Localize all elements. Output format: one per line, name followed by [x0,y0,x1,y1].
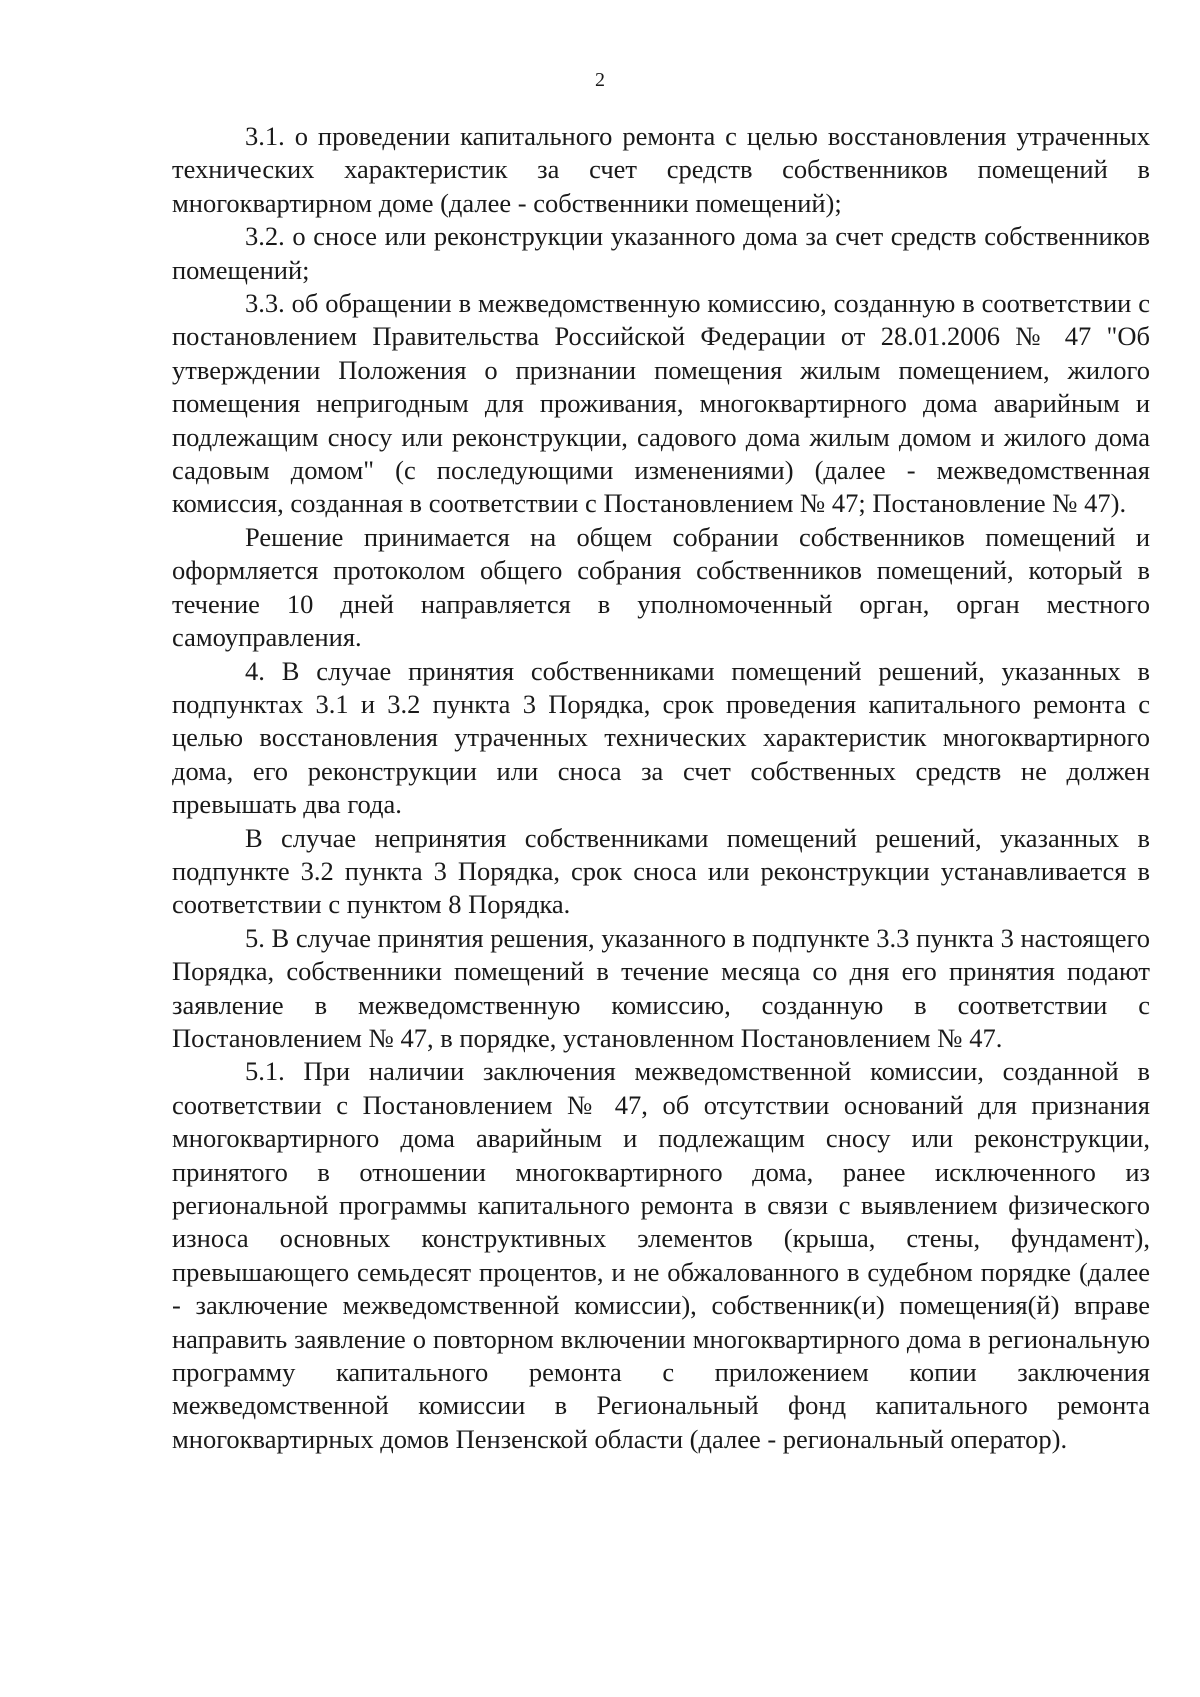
paragraph-4-non-acceptance: В случае непринятия собственниками помещений решений, указанных в подпункте 3.2 пункта 3 Порядка, срок сноса или реконструкции устанавливается в соответствии с пунктом 8 Порядка. [172,822,1150,920]
paragraph-4: 4. В случае принятия собственниками помещений решений, указанных в подпунктах 3.1 и 3.2 пункта 3 Порядка, срок проведения капитального ремонта с целью восстановления утраченных технических характеристик многоквартирного дома, его реконструкции или сноса за счет собственных средств не должен превышать два года. [172,655,1150,820]
paragraph-decision: Решение принимается на общем собрании собственников помещений и оформляется протоколом общего собрания собственников помещений, который в течение 10 дней направляется в уполномоченный орган, орган местного самоуправления. [172,521,1150,653]
page-number: 2 [595,69,605,91]
paragraph-3-1: 3.1. о проведении капитального ремонта с целью восстановления утраченных технических характеристик за счет средств собственников помещений в многоквартирном доме (далее - собственники помещений); [172,121,1150,218]
document-body [172,120,1150,1456]
paragraph-5-1: 5.1. При наличии заключения межведомственной комиссии, созданной в соответствии с Постановлением № 47, об отсутствии оснований для признания многоквартирного дома аварийным и подлежащим сносу или реконструкции, принятого в отношении многоквартирного дома, ранее исключенного из региональной программы капитального ремонта в связи с выявлением физического износа основных конструктивных элементов (крыша, стены, фундамент), превышающего семьдесят процентов, и не обжалованного в судебном порядке (далее - заключение межведомственной комиссии), собственник(и) помещения(й) вправе направить заявление о повторном включении многоквартирного дома в региональную программу капитального ремонта с приложением копии заключения межведомственной комиссии в Региональный фонд капитального ремонта многоквартирных домов Пензенской области (далее - региональный оператор). [172,1056,1150,1454]
paragraph-3-3: 3.3. об обращении в межведомственную комиссию, созданную в соответствии с постановлением Правительства Российской Федерации от 28.01.2006 № 47 "Об утверждении Положения о признании помещения жилым помещением, жилого помещения непригодным для проживания, многоквартирного дома аварийным и подлежащим сносу или реконструкции, садового дома жилым домом и жилого дома садовым домом" (с последующими изменениями) (далее - межведомственная комиссия, созданная в соответствии с Постановлением № 47; Постановление № 47). [172,288,1150,519]
paragraph-3-2: 3.2. о сносе или реконструкции указанного дома за счет средств собственников помещений; [172,221,1150,285]
paragraph-5: 5. В случае принятия решения, указанного в подпункте 3.3 пункта 3 настоящего Порядка, собственники помещений в течение месяца со дня его принятия подают заявление в межведомственную комиссию, созданную в соответствии с Постановлением № 47, в порядке, установленном Постановлением № 47. [172,922,1150,1053]
